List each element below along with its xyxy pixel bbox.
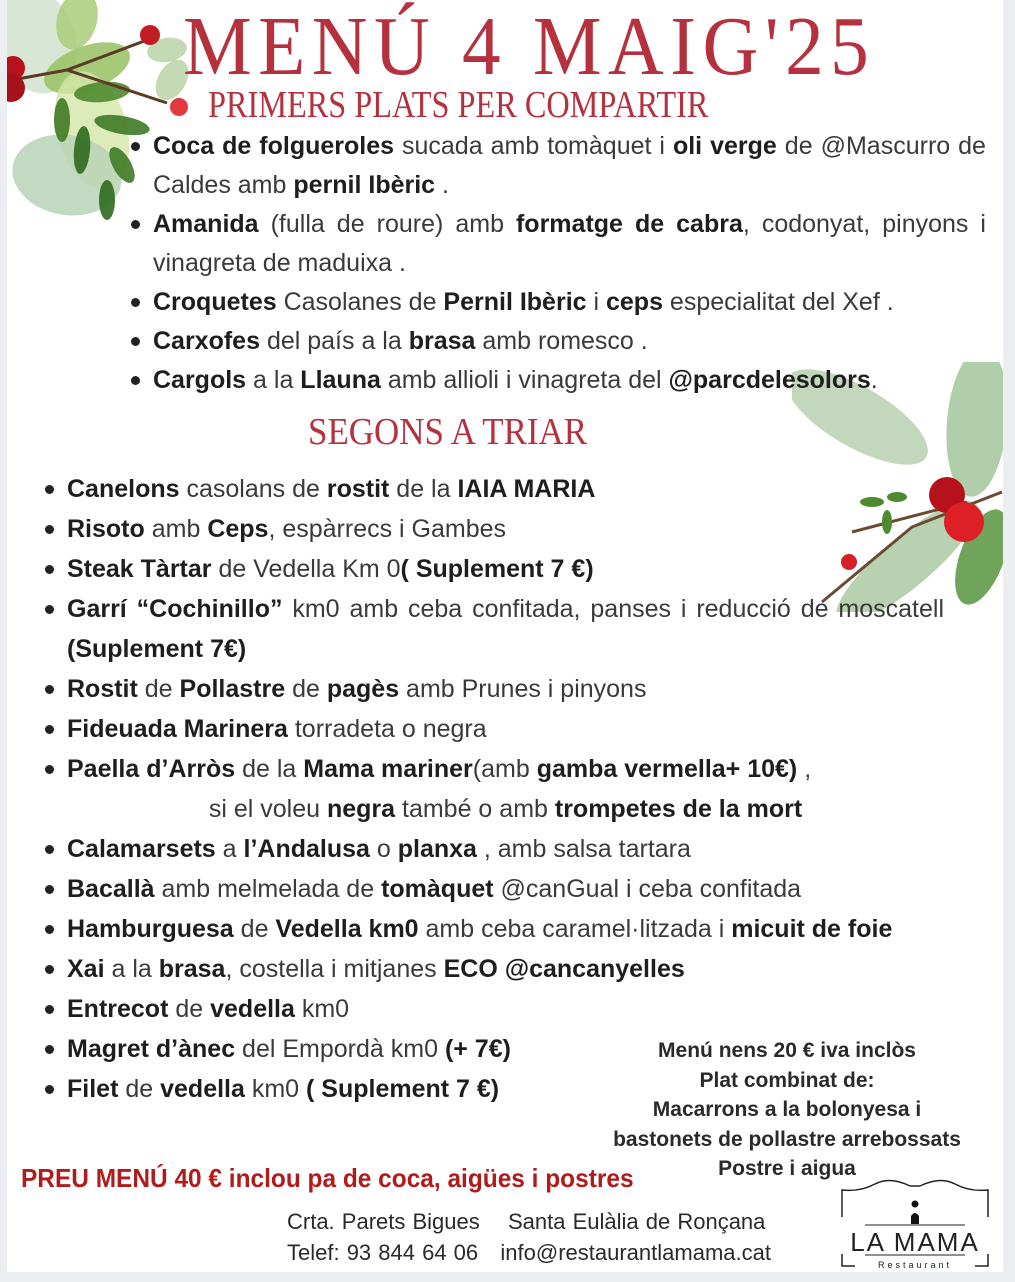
menu-item-text: , espàrrecs i Gambes bbox=[268, 515, 507, 543]
kids-menu-price: Menú nens 20 € iva inclòs bbox=[658, 1039, 916, 1062]
menu-item-text: amb ceba caramel·litzada i bbox=[418, 915, 732, 943]
menu-item-highlight: l’Andalusa bbox=[243, 835, 370, 863]
menu-item-text: (amb bbox=[472, 755, 537, 783]
menu-item-highlight: Hamburguesa bbox=[67, 915, 234, 943]
menu-item-highlight: gamba vermella+ 10€) bbox=[536, 755, 798, 783]
town: Santa Eulàlia de Ronçana bbox=[508, 1209, 766, 1234]
menu-item-highlight: Garrí “Cochinillo” bbox=[67, 595, 283, 623]
menu-sheet bbox=[7, 0, 1003, 1272]
kids-menu-subtitle: Plat combinat de: bbox=[699, 1068, 875, 1092]
menu-item-highlight: Bacallà bbox=[67, 875, 155, 903]
menu-item-highlight: IAIA MARIA bbox=[457, 475, 596, 503]
menu-item-highlight: ( Suplement 7 €) bbox=[400, 555, 594, 583]
menu-item-highlight: oli verge bbox=[672, 132, 777, 160]
menu-item-text: . bbox=[435, 171, 449, 199]
menu-item-highlight: (Suplement 7€) bbox=[67, 635, 247, 663]
menu-item-text: amb bbox=[144, 515, 208, 543]
menu-item-text: , bbox=[797, 755, 812, 783]
bullet-icon bbox=[131, 337, 140, 346]
menu-item-highlight: Amanida bbox=[153, 210, 259, 238]
menu-item-highlight: Steak Tàrtar bbox=[67, 555, 212, 583]
bullet-icon bbox=[45, 1045, 54, 1054]
menu-item-text: de bbox=[137, 675, 180, 703]
menu-item-highlight: formatge de cabra bbox=[515, 210, 743, 238]
bullet-icon bbox=[131, 142, 140, 151]
menu-item-text: també o amb bbox=[395, 795, 555, 823]
menu-item-highlight: Rostit bbox=[67, 675, 138, 703]
menu-item bbox=[67, 789, 944, 829]
contact-address bbox=[287, 1209, 817, 1235]
menu-item-text: Casolanes de bbox=[276, 288, 444, 316]
section-title-starters: PRIMERS PLATS PER COMPARTIR bbox=[208, 84, 709, 126]
menu-item-text: @canGual i ceba confitada bbox=[493, 875, 802, 903]
menu-item-text: de Vedella Km 0 bbox=[211, 555, 401, 583]
menu-item-text: de @Mascurro de Caldes amb bbox=[153, 132, 986, 199]
menu-item bbox=[153, 283, 986, 322]
menu-item-highlight: vedella bbox=[160, 1075, 245, 1103]
menu-item bbox=[67, 469, 944, 509]
menu-item-highlight: @parcdelesolors bbox=[668, 366, 871, 394]
menu-item bbox=[153, 127, 986, 205]
menu-item-text: amb allioli i vinagreta del bbox=[380, 366, 669, 394]
menu-item-text: amb melmelada de bbox=[154, 875, 382, 903]
menu-item-highlight: Entrecot bbox=[67, 995, 169, 1023]
menu-price: PREU MENÚ 40 € inclou pa de coca, aigües i postres bbox=[21, 1163, 634, 1193]
menu-item-text: amb romesco . bbox=[475, 327, 648, 355]
menu-item bbox=[67, 829, 944, 869]
menu-item-text: de bbox=[168, 995, 211, 1023]
bullet-icon bbox=[45, 925, 54, 934]
menu-item-highlight: rostit bbox=[326, 475, 390, 503]
bullet-icon bbox=[45, 605, 54, 614]
bullet-icon bbox=[45, 565, 54, 574]
menu-item-text: si el voleu bbox=[208, 795, 327, 823]
menu-item bbox=[153, 205, 986, 283]
menu-item-text: km0 bbox=[294, 995, 350, 1023]
menu-item-highlight: Filet bbox=[67, 1075, 119, 1103]
mains-list bbox=[67, 469, 944, 1109]
menu-item-highlight: Carxofes bbox=[153, 327, 260, 355]
menu-item-highlight: Xai bbox=[67, 955, 105, 983]
menu-item-highlight: micuit de foie bbox=[731, 915, 893, 943]
section-title-mains: SEGONS A TRIAR bbox=[308, 411, 588, 453]
menu-item-highlight: brasa bbox=[158, 955, 226, 983]
menu-item-text: de la bbox=[389, 475, 458, 503]
menu-title: MENÚ 4 MAIG'25 bbox=[183, 0, 876, 93]
menu-item-highlight: Ceps bbox=[207, 515, 269, 543]
bullet-icon bbox=[45, 845, 54, 854]
menu-item-text: de bbox=[233, 915, 276, 943]
bullet-icon bbox=[45, 525, 54, 534]
menu-item-highlight: Canelons bbox=[67, 475, 180, 503]
bullet-icon bbox=[45, 885, 54, 894]
menu-item-highlight: Croquetes bbox=[153, 288, 277, 316]
menu-item-highlight: ( Suplement 7 €) bbox=[306, 1075, 500, 1103]
menu-item-highlight: Pollastre bbox=[179, 675, 286, 703]
menu-item-text: o bbox=[369, 835, 398, 863]
menu-item-highlight: Magret d’ànec bbox=[67, 1035, 236, 1063]
logo-wordmark: LA MAMA bbox=[850, 1227, 980, 1257]
menu-item bbox=[67, 589, 944, 669]
kids-menu-dessert: Postre i aigua bbox=[718, 1157, 856, 1180]
menu-item-text: , costella i mitjanes bbox=[225, 955, 444, 983]
menu-item bbox=[67, 709, 944, 749]
menu-item bbox=[153, 322, 986, 361]
logo-tagline: Restaurant bbox=[877, 1260, 953, 1270]
menu-item-highlight: Llauna bbox=[300, 366, 381, 394]
menu-item-highlight: negra bbox=[326, 795, 396, 823]
menu-item-highlight: Pernil Ibèric bbox=[443, 288, 587, 316]
menu-item-text: km0 bbox=[244, 1075, 307, 1103]
menu-item-highlight: planxa bbox=[397, 835, 477, 863]
menu-item bbox=[67, 549, 944, 589]
menu-item-text: a bbox=[215, 835, 244, 863]
menu-item-text: (fulla de roure) amb bbox=[258, 210, 516, 238]
menu-item-text: a la bbox=[104, 955, 159, 983]
bullet-icon bbox=[131, 298, 140, 307]
menu-item-text: km0 amb ceba confitada, panses i reducció de moscatell bbox=[282, 595, 944, 623]
address: Crta. Parets Bigues bbox=[287, 1209, 480, 1234]
menu-item bbox=[67, 749, 944, 789]
menu-item bbox=[67, 669, 944, 709]
menu-item-highlight: Calamarsets bbox=[67, 835, 216, 863]
menu-item-highlight: Fideuada Marinera bbox=[67, 715, 288, 743]
kids-menu-item: Macarrons a la bolonyesa i bbox=[652, 1098, 922, 1121]
bullet-icon bbox=[45, 1085, 54, 1094]
la-mama-logo bbox=[835, 1172, 995, 1272]
menu-item-text: especialitat del Xef . bbox=[662, 288, 894, 316]
phone: Telef: 93 844 64 06 bbox=[287, 1240, 479, 1265]
menu-item-highlight: pagès bbox=[326, 675, 400, 703]
bullet-icon bbox=[45, 765, 54, 774]
menu-item-highlight: ceps bbox=[606, 288, 663, 316]
bullet-icon bbox=[131, 220, 140, 229]
menu-item-highlight: Coca de folgueroles bbox=[153, 132, 395, 160]
bullet-icon bbox=[131, 376, 140, 385]
menu-item bbox=[67, 869, 944, 909]
menu-item-text: del país a la bbox=[260, 327, 409, 355]
menu-item-text: sucada amb tomàquet i bbox=[394, 132, 673, 160]
menu-item-text: de bbox=[118, 1075, 161, 1103]
menu-item-text: amb Prunes i pinyons bbox=[399, 675, 647, 703]
starters-list bbox=[153, 127, 986, 400]
menu-item bbox=[67, 509, 944, 549]
menu-item-highlight: Vedella km0 bbox=[275, 915, 419, 943]
kids-menu bbox=[572, 1036, 1002, 1184]
menu-item bbox=[67, 949, 944, 989]
menu-item bbox=[67, 909, 944, 949]
menu-item-highlight: Mama mariner bbox=[303, 755, 473, 783]
menu-item-text: . bbox=[870, 366, 878, 394]
menu-item-text: , amb salsa tartara bbox=[476, 835, 691, 863]
bullet-icon bbox=[45, 685, 54, 694]
menu-item-text: del Empordà km0 bbox=[235, 1035, 445, 1063]
menu-item-text: torradeta o negra bbox=[287, 715, 487, 743]
menu-item-highlight: ECO @cancanyelles bbox=[443, 955, 685, 983]
menu-item-highlight: (+ 7€) bbox=[444, 1035, 511, 1063]
menu-item-highlight: vedella bbox=[210, 995, 295, 1023]
menu-item-highlight: Risoto bbox=[67, 515, 145, 543]
menu-item-highlight: tomàquet bbox=[381, 875, 494, 903]
bullet-icon bbox=[45, 485, 54, 494]
menu-item-text: de bbox=[285, 675, 327, 703]
menu-item-highlight: pernil Ibèric bbox=[293, 171, 436, 199]
menu-item bbox=[153, 361, 986, 400]
bullet-icon bbox=[45, 725, 54, 734]
menu-item-text: , codonyat, pinyons i vinagreta de maduixa . bbox=[153, 210, 986, 277]
menu-item-highlight: trompetes de la mort bbox=[554, 795, 803, 823]
menu-item-highlight: Paella d’Arròs bbox=[67, 755, 236, 783]
menu-item-highlight: Cargols bbox=[153, 366, 247, 394]
menu-item-highlight: brasa bbox=[408, 327, 476, 355]
menu-item bbox=[67, 989, 944, 1029]
contact-phone-email bbox=[287, 1240, 817, 1266]
menu-item-text: a la bbox=[246, 366, 301, 394]
bullet-icon bbox=[45, 965, 54, 974]
kids-menu-item: bastonets de pollastre arrebossats bbox=[613, 1127, 961, 1151]
menu-item-text: i bbox=[586, 288, 606, 316]
email-link[interactable]: info@restaurantlamama.cat bbox=[500, 1240, 771, 1265]
menu-item-text: de la bbox=[235, 755, 304, 783]
bullet-icon bbox=[45, 1005, 54, 1014]
menu-item-text: casolans de bbox=[179, 475, 327, 503]
